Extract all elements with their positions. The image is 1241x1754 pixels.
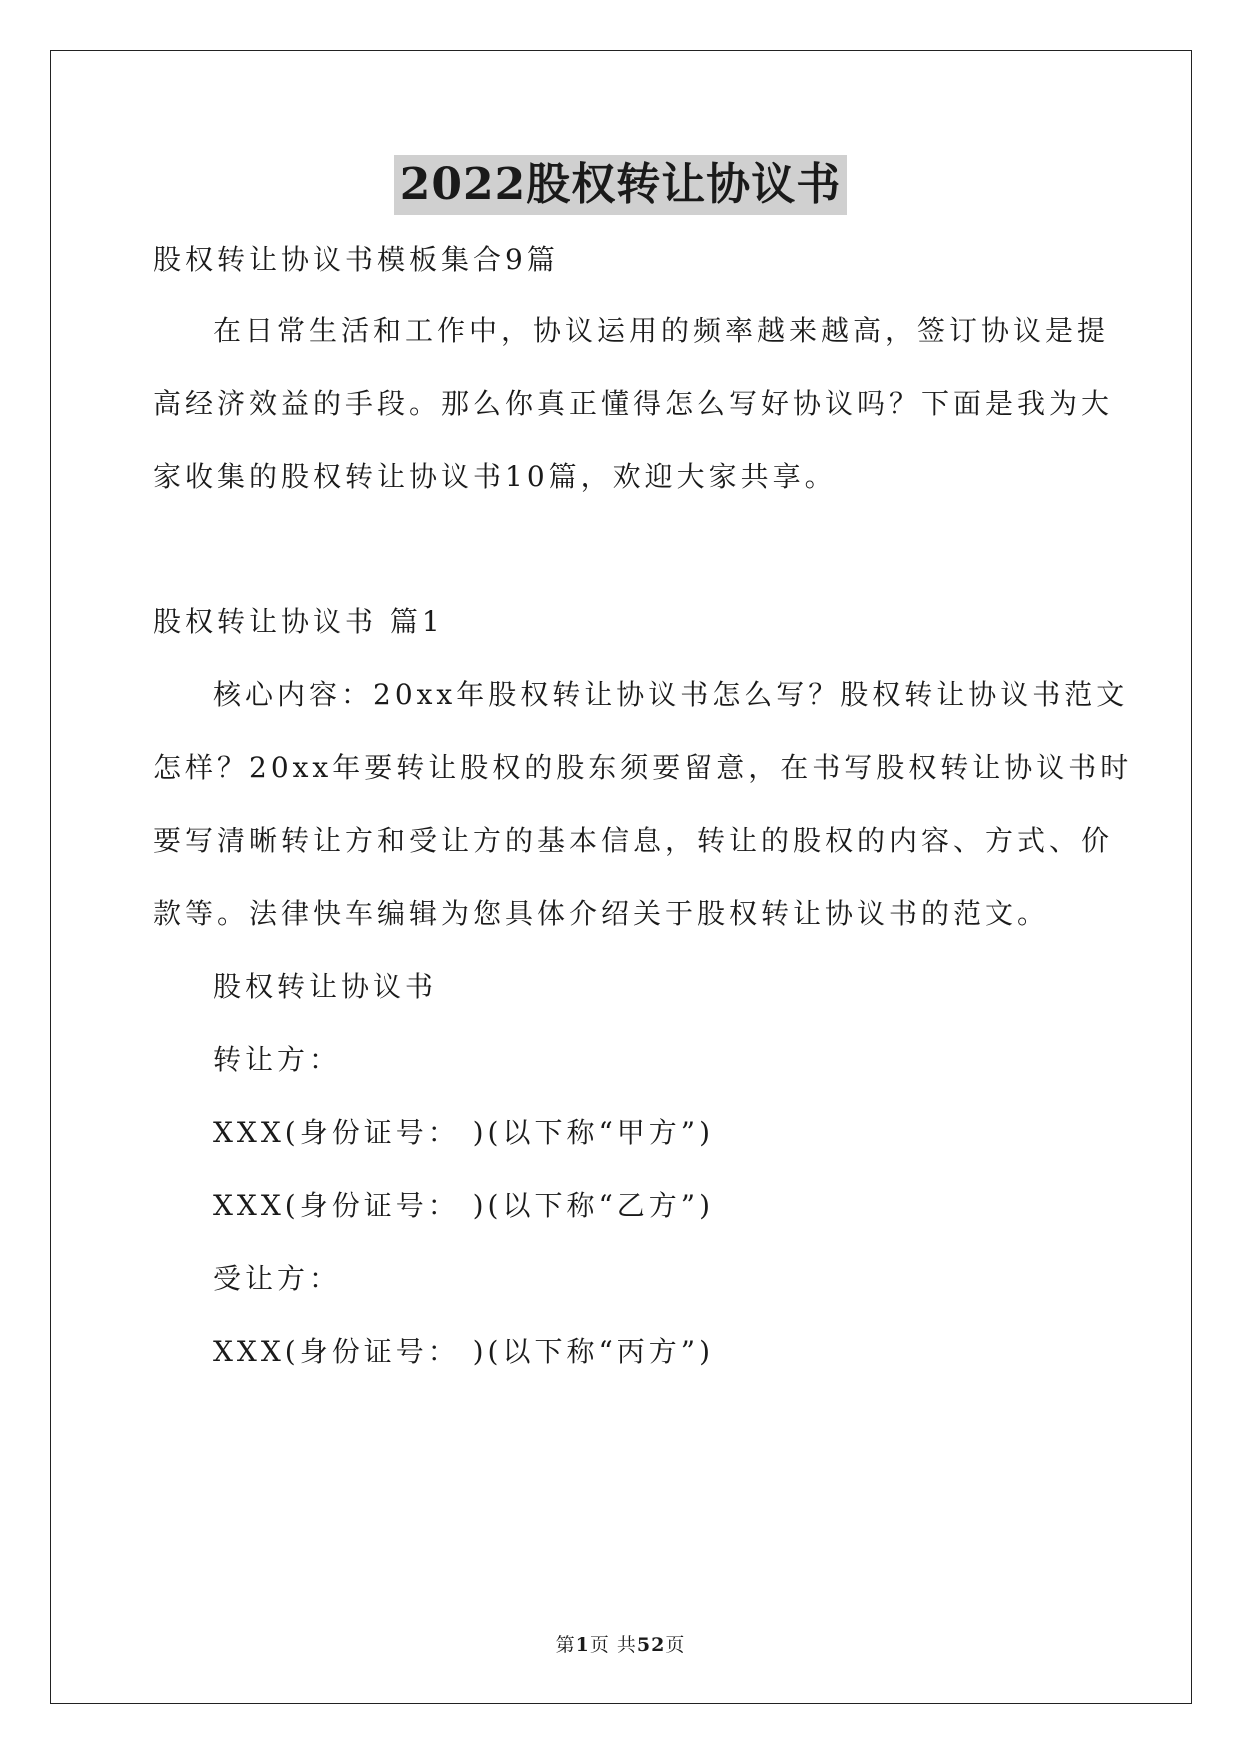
paragraph-line: 家收集的股权转让协议书10篇，欢迎大家共享。 xyxy=(153,460,837,493)
transferee-label: 受让方： xyxy=(213,1262,342,1295)
page-footer xyxy=(0,1630,1241,1657)
title-wrap xyxy=(0,155,1241,215)
party-c-line: XXX(身份证号： )(以下称“丙方”) xyxy=(213,1335,715,1368)
footer-suffix: 页 xyxy=(665,1634,686,1656)
paragraph-line: 款等。法律快车编辑为您具体介绍关于股权转让协议书的范文。 xyxy=(153,897,1050,930)
party-b-line: XXX(身份证号： )(以下称“乙方”) xyxy=(213,1189,715,1222)
footer-total-pages: 52 xyxy=(636,1634,666,1656)
paragraph-line: 要写清晰转让方和受让方的基本信息，转让的股权的内容、方式、价 xyxy=(153,824,1114,857)
paragraph-line: 核心内容：20xx年股权转让协议书怎么写？股权转让协议书范文 xyxy=(213,678,1129,711)
footer-mid: 页 共 xyxy=(589,1634,637,1656)
paragraph-line: 在日常生活和工作中，协议运用的频率越来越高，签订协议是提 xyxy=(213,314,1110,347)
footer-prefix: 第 xyxy=(555,1634,576,1656)
page-border xyxy=(50,50,1192,1704)
section-heading: 股权转让协议书 篇1 xyxy=(153,605,444,638)
party-a-line: XXX(身份证号： )(以下称“甲方”) xyxy=(213,1116,715,1149)
document-title: 2022股权转让协议书 xyxy=(394,155,847,215)
paragraph-line: 高经济效益的手段。那么你真正懂得怎么写好协议吗？下面是我为大 xyxy=(153,387,1114,420)
transferor-label: 转让方： xyxy=(213,1043,342,1076)
subtitle-line: 股权转让协议书模板集合9篇 xyxy=(153,243,559,276)
paragraph-line: 怎样？20xx年要转让股权的股东须要留意，在书写股权转让协议书时 xyxy=(153,751,1133,784)
agreement-heading: 股权转让协议书 xyxy=(213,970,438,1003)
footer-page-number: 1 xyxy=(575,1634,590,1656)
